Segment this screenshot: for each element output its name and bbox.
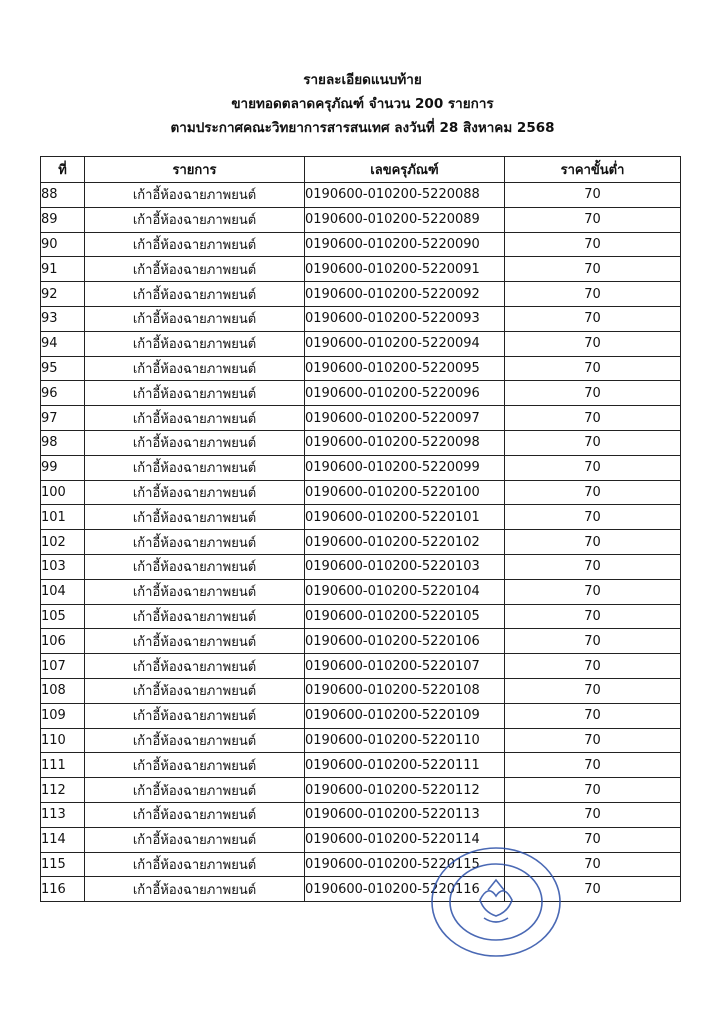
cell-item: เก้าอี้ห้องฉายภาพยนต์	[85, 629, 305, 654]
table-row	[41, 654, 681, 679]
cell-min-price: 70	[505, 852, 681, 877]
column-header-item: รายการ	[85, 157, 305, 183]
cell-asset-code: 0190600-010200-5220114	[305, 827, 505, 852]
cell-no: 91	[41, 257, 85, 282]
cell-min-price: 70	[505, 703, 681, 728]
cell-no: 97	[41, 406, 85, 431]
table-row	[41, 430, 681, 455]
cell-min-price: 70	[505, 480, 681, 505]
cell-asset-code: 0190600-010200-5220097	[305, 406, 505, 431]
cell-min-price: 70	[505, 877, 681, 902]
cell-asset-code: 0190600-010200-5220090	[305, 232, 505, 257]
cell-item: เก้าอี้ห้องฉายภาพยนต์	[85, 703, 305, 728]
table-row	[41, 480, 681, 505]
asset-table	[40, 156, 681, 902]
table-row	[41, 753, 681, 778]
cell-no: 107	[41, 654, 85, 679]
header-line-announcement: ตามประกาศคณะวิทยาการสารสนเทศ ลงวันที่ 28 สิงหาคม 2568	[170, 120, 555, 136]
cell-item: เก้าอี้ห้องฉายภาพยนต์	[85, 530, 305, 555]
cell-no: 103	[41, 554, 85, 579]
cell-no: 112	[41, 778, 85, 803]
cell-asset-code: 0190600-010200-5220093	[305, 306, 505, 331]
cell-asset-code: 0190600-010200-5220115	[305, 852, 505, 877]
cell-asset-code: 0190600-010200-5220108	[305, 678, 505, 703]
table-row	[41, 678, 681, 703]
table-row	[41, 406, 681, 431]
cell-asset-code: 0190600-010200-5220101	[305, 505, 505, 530]
cell-min-price: 70	[505, 381, 681, 406]
table-row	[41, 306, 681, 331]
cell-item: เก้าอี้ห้องฉายภาพยนต์	[85, 579, 305, 604]
cell-no: 109	[41, 703, 85, 728]
table-row	[41, 554, 681, 579]
table-row	[41, 530, 681, 555]
cell-min-price: 70	[505, 753, 681, 778]
cell-asset-code: 0190600-010200-5220102	[305, 530, 505, 555]
cell-no: 90	[41, 232, 85, 257]
cell-min-price: 70	[505, 430, 681, 455]
cell-asset-code: 0190600-010200-5220113	[305, 802, 505, 827]
cell-item: เก้าอี้ห้องฉายภาพยนต์	[85, 753, 305, 778]
cell-item: เก้าอี้ห้องฉายภาพยนต์	[85, 183, 305, 208]
cell-min-price: 70	[505, 802, 681, 827]
cell-asset-code: 0190600-010200-5220106	[305, 629, 505, 654]
cell-item: เก้าอี้ห้องฉายภาพยนต์	[85, 802, 305, 827]
cell-asset-code: 0190600-010200-5220089	[305, 207, 505, 232]
cell-item: เก้าอี้ห้องฉายภาพยนต์	[85, 678, 305, 703]
cell-item: เก้าอี้ห้องฉายภาพยนต์	[85, 505, 305, 530]
cell-min-price: 70	[505, 306, 681, 331]
cell-item: เก้าอี้ห้องฉายภาพยนต์	[85, 877, 305, 902]
cell-no: 114	[41, 827, 85, 852]
cell-asset-code: 0190600-010200-5220111	[305, 753, 505, 778]
cell-min-price: 70	[505, 183, 681, 208]
cell-min-price: 70	[505, 778, 681, 803]
cell-item: เก้าอี้ห้องฉายภาพยนต์	[85, 455, 305, 480]
cell-min-price: 70	[505, 604, 681, 629]
cell-item: เก้าอี้ห้องฉายภาพยนต์	[85, 827, 305, 852]
table-row	[41, 257, 681, 282]
cell-asset-code: 0190600-010200-5220112	[305, 778, 505, 803]
cell-asset-code: 0190600-010200-5220091	[305, 257, 505, 282]
cell-asset-code: 0190600-010200-5220095	[305, 356, 505, 381]
cell-min-price: 70	[505, 232, 681, 257]
column-header-no: ที่	[41, 157, 85, 183]
cell-item: เก้าอี้ห้องฉายภาพยนต์	[85, 406, 305, 431]
table-row	[41, 505, 681, 530]
table-row	[41, 381, 681, 406]
cell-item: เก้าอี้ห้องฉายภาพยนต์	[85, 207, 305, 232]
cell-item: เก้าอี้ห้องฉายภาพยนต์	[85, 282, 305, 307]
table-row	[41, 232, 681, 257]
cell-item: เก้าอี้ห้องฉายภาพยนต์	[85, 778, 305, 803]
cell-min-price: 70	[505, 406, 681, 431]
cell-min-price: 70	[505, 579, 681, 604]
cell-no: 93	[41, 306, 85, 331]
cell-asset-code: 0190600-010200-5220107	[305, 654, 505, 679]
cell-no: 92	[41, 282, 85, 307]
cell-item: เก้าอี้ห้องฉายภาพยนต์	[85, 232, 305, 257]
cell-no: 113	[41, 802, 85, 827]
cell-min-price: 70	[505, 282, 681, 307]
cell-asset-code: 0190600-010200-5220094	[305, 331, 505, 356]
cell-min-price: 70	[505, 827, 681, 852]
cell-asset-code: 0190600-010200-5220098	[305, 430, 505, 455]
cell-min-price: 70	[505, 257, 681, 282]
cell-item: เก้าอี้ห้องฉายภาพยนต์	[85, 480, 305, 505]
cell-item: เก้าอี้ห้องฉายภาพยนต์	[85, 381, 305, 406]
header-line-auction: ขายทอดตลาดครุภัณฑ์ จำนวน 200 รายการ	[231, 96, 494, 112]
cell-item: เก้าอี้ห้องฉายภาพยนต์	[85, 257, 305, 282]
cell-asset-code: 0190600-010200-5220100	[305, 480, 505, 505]
cell-min-price: 70	[505, 678, 681, 703]
cell-no: 115	[41, 852, 85, 877]
cell-min-price: 70	[505, 505, 681, 530]
cell-asset-code: 0190600-010200-5220092	[305, 282, 505, 307]
cell-asset-code: 0190600-010200-5220103	[305, 554, 505, 579]
table-row	[41, 356, 681, 381]
cell-min-price: 70	[505, 455, 681, 480]
cell-min-price: 70	[505, 629, 681, 654]
cell-item: เก้าอี้ห้องฉายภาพยนต์	[85, 331, 305, 356]
document-header	[0, 68, 725, 140]
cell-no: 100	[41, 480, 85, 505]
table-row	[41, 331, 681, 356]
cell-no: 105	[41, 604, 85, 629]
column-header-code: เลขครุภัณฑ์	[305, 157, 505, 183]
cell-no: 88	[41, 183, 85, 208]
cell-no: 108	[41, 678, 85, 703]
cell-asset-code: 0190600-010200-5220110	[305, 728, 505, 753]
cell-no: 99	[41, 455, 85, 480]
university-seal	[424, 842, 564, 962]
cell-item: เก้าอี้ห้องฉายภาพยนต์	[85, 430, 305, 455]
table-row	[41, 778, 681, 803]
cell-no: 98	[41, 430, 85, 455]
column-header-price: ราคาขั้นต่ำ	[505, 157, 681, 183]
cell-item: เก้าอี้ห้องฉายภาพยนต์	[85, 604, 305, 629]
cell-asset-code: 0190600-010200-5220109	[305, 703, 505, 728]
table-body	[41, 183, 681, 902]
table-row	[41, 604, 681, 629]
table-row	[41, 207, 681, 232]
table-row	[41, 877, 681, 902]
cell-item: เก้าอี้ห้องฉายภาพยนต์	[85, 728, 305, 753]
cell-no: 95	[41, 356, 85, 381]
table-row	[41, 852, 681, 877]
cell-min-price: 70	[505, 207, 681, 232]
cell-no: 89	[41, 207, 85, 232]
table-row	[41, 455, 681, 480]
cell-no: 116	[41, 877, 85, 902]
cell-min-price: 70	[505, 356, 681, 381]
cell-item: เก้าอี้ห้องฉายภาพยนต์	[85, 356, 305, 381]
cell-no: 96	[41, 381, 85, 406]
cell-asset-code: 0190600-010200-5220116	[305, 877, 505, 902]
table-header-row	[41, 157, 681, 183]
table-row	[41, 282, 681, 307]
cell-asset-code: 0190600-010200-5220096	[305, 381, 505, 406]
cell-min-price: 70	[505, 554, 681, 579]
cell-no: 101	[41, 505, 85, 530]
cell-asset-code: 0190600-010200-5220099	[305, 455, 505, 480]
table-row	[41, 703, 681, 728]
cell-no: 110	[41, 728, 85, 753]
header-line-attachment: รายละเอียดแนบท้าย	[303, 72, 422, 88]
cell-item: เก้าอี้ห้องฉายภาพยนต์	[85, 306, 305, 331]
table-row	[41, 183, 681, 208]
cell-asset-code: 0190600-010200-5220104	[305, 579, 505, 604]
table-row	[41, 579, 681, 604]
cell-no: 104	[41, 579, 85, 604]
table-row	[41, 728, 681, 753]
cell-asset-code: 0190600-010200-5220088	[305, 183, 505, 208]
cell-min-price: 70	[505, 331, 681, 356]
cell-item: เก้าอี้ห้องฉายภาพยนต์	[85, 554, 305, 579]
cell-min-price: 70	[505, 728, 681, 753]
cell-no: 102	[41, 530, 85, 555]
cell-min-price: 70	[505, 654, 681, 679]
cell-item: เก้าอี้ห้องฉายภาพยนต์	[85, 654, 305, 679]
cell-item: เก้าอี้ห้องฉายภาพยนต์	[85, 852, 305, 877]
table-row	[41, 827, 681, 852]
table-row	[41, 629, 681, 654]
cell-no: 106	[41, 629, 85, 654]
cell-min-price: 70	[505, 530, 681, 555]
cell-asset-code: 0190600-010200-5220105	[305, 604, 505, 629]
table-row	[41, 802, 681, 827]
cell-no: 111	[41, 753, 85, 778]
cell-no: 94	[41, 331, 85, 356]
